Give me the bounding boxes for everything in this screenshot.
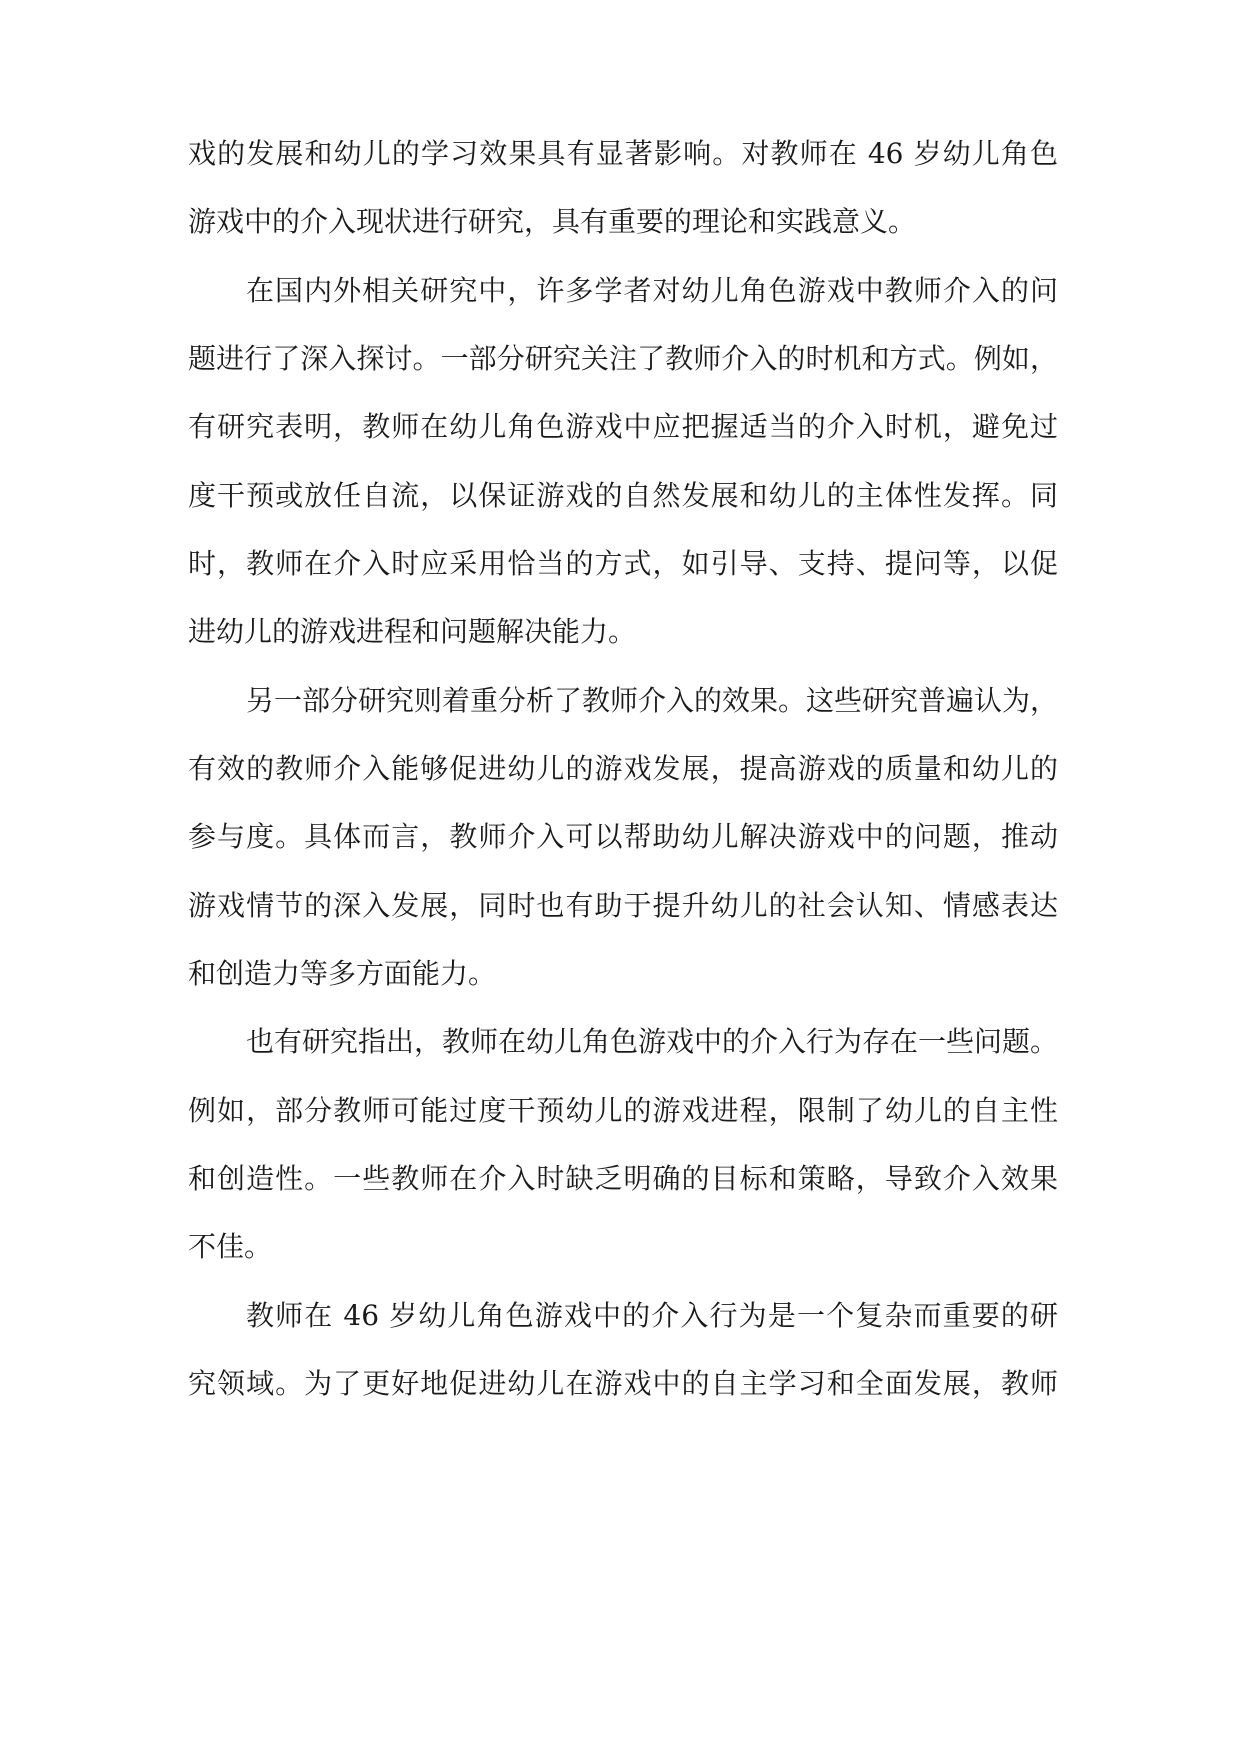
p5-line-1: 教师在 46 岁幼儿角色游戏中的介入行为是一个复杂而重要的研 [246,1299,1058,1332]
p4-line-1: 也有研究指出，教师在幼儿角色游戏中的介入行为存在一些问题。 [246,1025,1058,1058]
p4-line-4: 不佳。 [188,1230,273,1263]
p2-line-4: 度干预或放任自流，以保证游戏的自然发展和幼儿的主体性发挥。同 [188,479,1058,512]
p3-line-1: 另一部分研究则着重分析了教师介入的效果。这些研究普遍认为， [246,684,1058,717]
p3-line-3: 参与度。具体而言，教师介入可以帮助幼儿解决游戏中的问题，推动 [188,820,1058,853]
p3-line-2: 有效的教师介入能够促进幼儿的游戏发展，提高游戏的质量和幼儿的 [188,752,1058,785]
p2-line-1: 在国内外相关研究中，许多学者对幼儿角色游戏中教师介入的问 [246,274,1058,307]
p4-line-3: 和创造性。一些教师在介入时缺乏明确的目标和策略，导致介入效果 [188,1162,1058,1195]
p4-line-2: 例如，部分教师可能过度干预幼儿的游戏进程，限制了幼儿的自主性 [188,1094,1058,1127]
p1-line-1: 戏的发展和幼儿的学习效果具有显著影响。对教师在 46 岁幼儿角色 [188,137,1058,170]
p3-line-4: 游戏情节的深入发展，同时也有助于提升幼儿的社会认知、情感表达 [188,889,1058,922]
p1-line-2: 游戏中的介入现状进行研究，具有重要的理论和实践意义。 [188,205,917,238]
p3-line-5: 和创造力等多方面能力。 [188,957,497,990]
p2-line-6: 进幼儿的游戏进程和问题解决能力。 [188,615,637,648]
p5-line-2: 究领域。为了更好地促进幼儿在游戏中的自主学习和全面发展，教师 [188,1367,1058,1400]
p2-line-5: 时，教师在介入时应采用恰当的方式，如引导、支持、提问等，以促 [188,547,1058,580]
p2-line-2: 题进行了深入探讨。一部分研究关注了教师介入的时机和方式。例如， [188,342,1058,375]
p2-line-3: 有研究表明，教师在幼儿角色游戏中应把握适当的介入时机，避免过 [188,410,1058,443]
